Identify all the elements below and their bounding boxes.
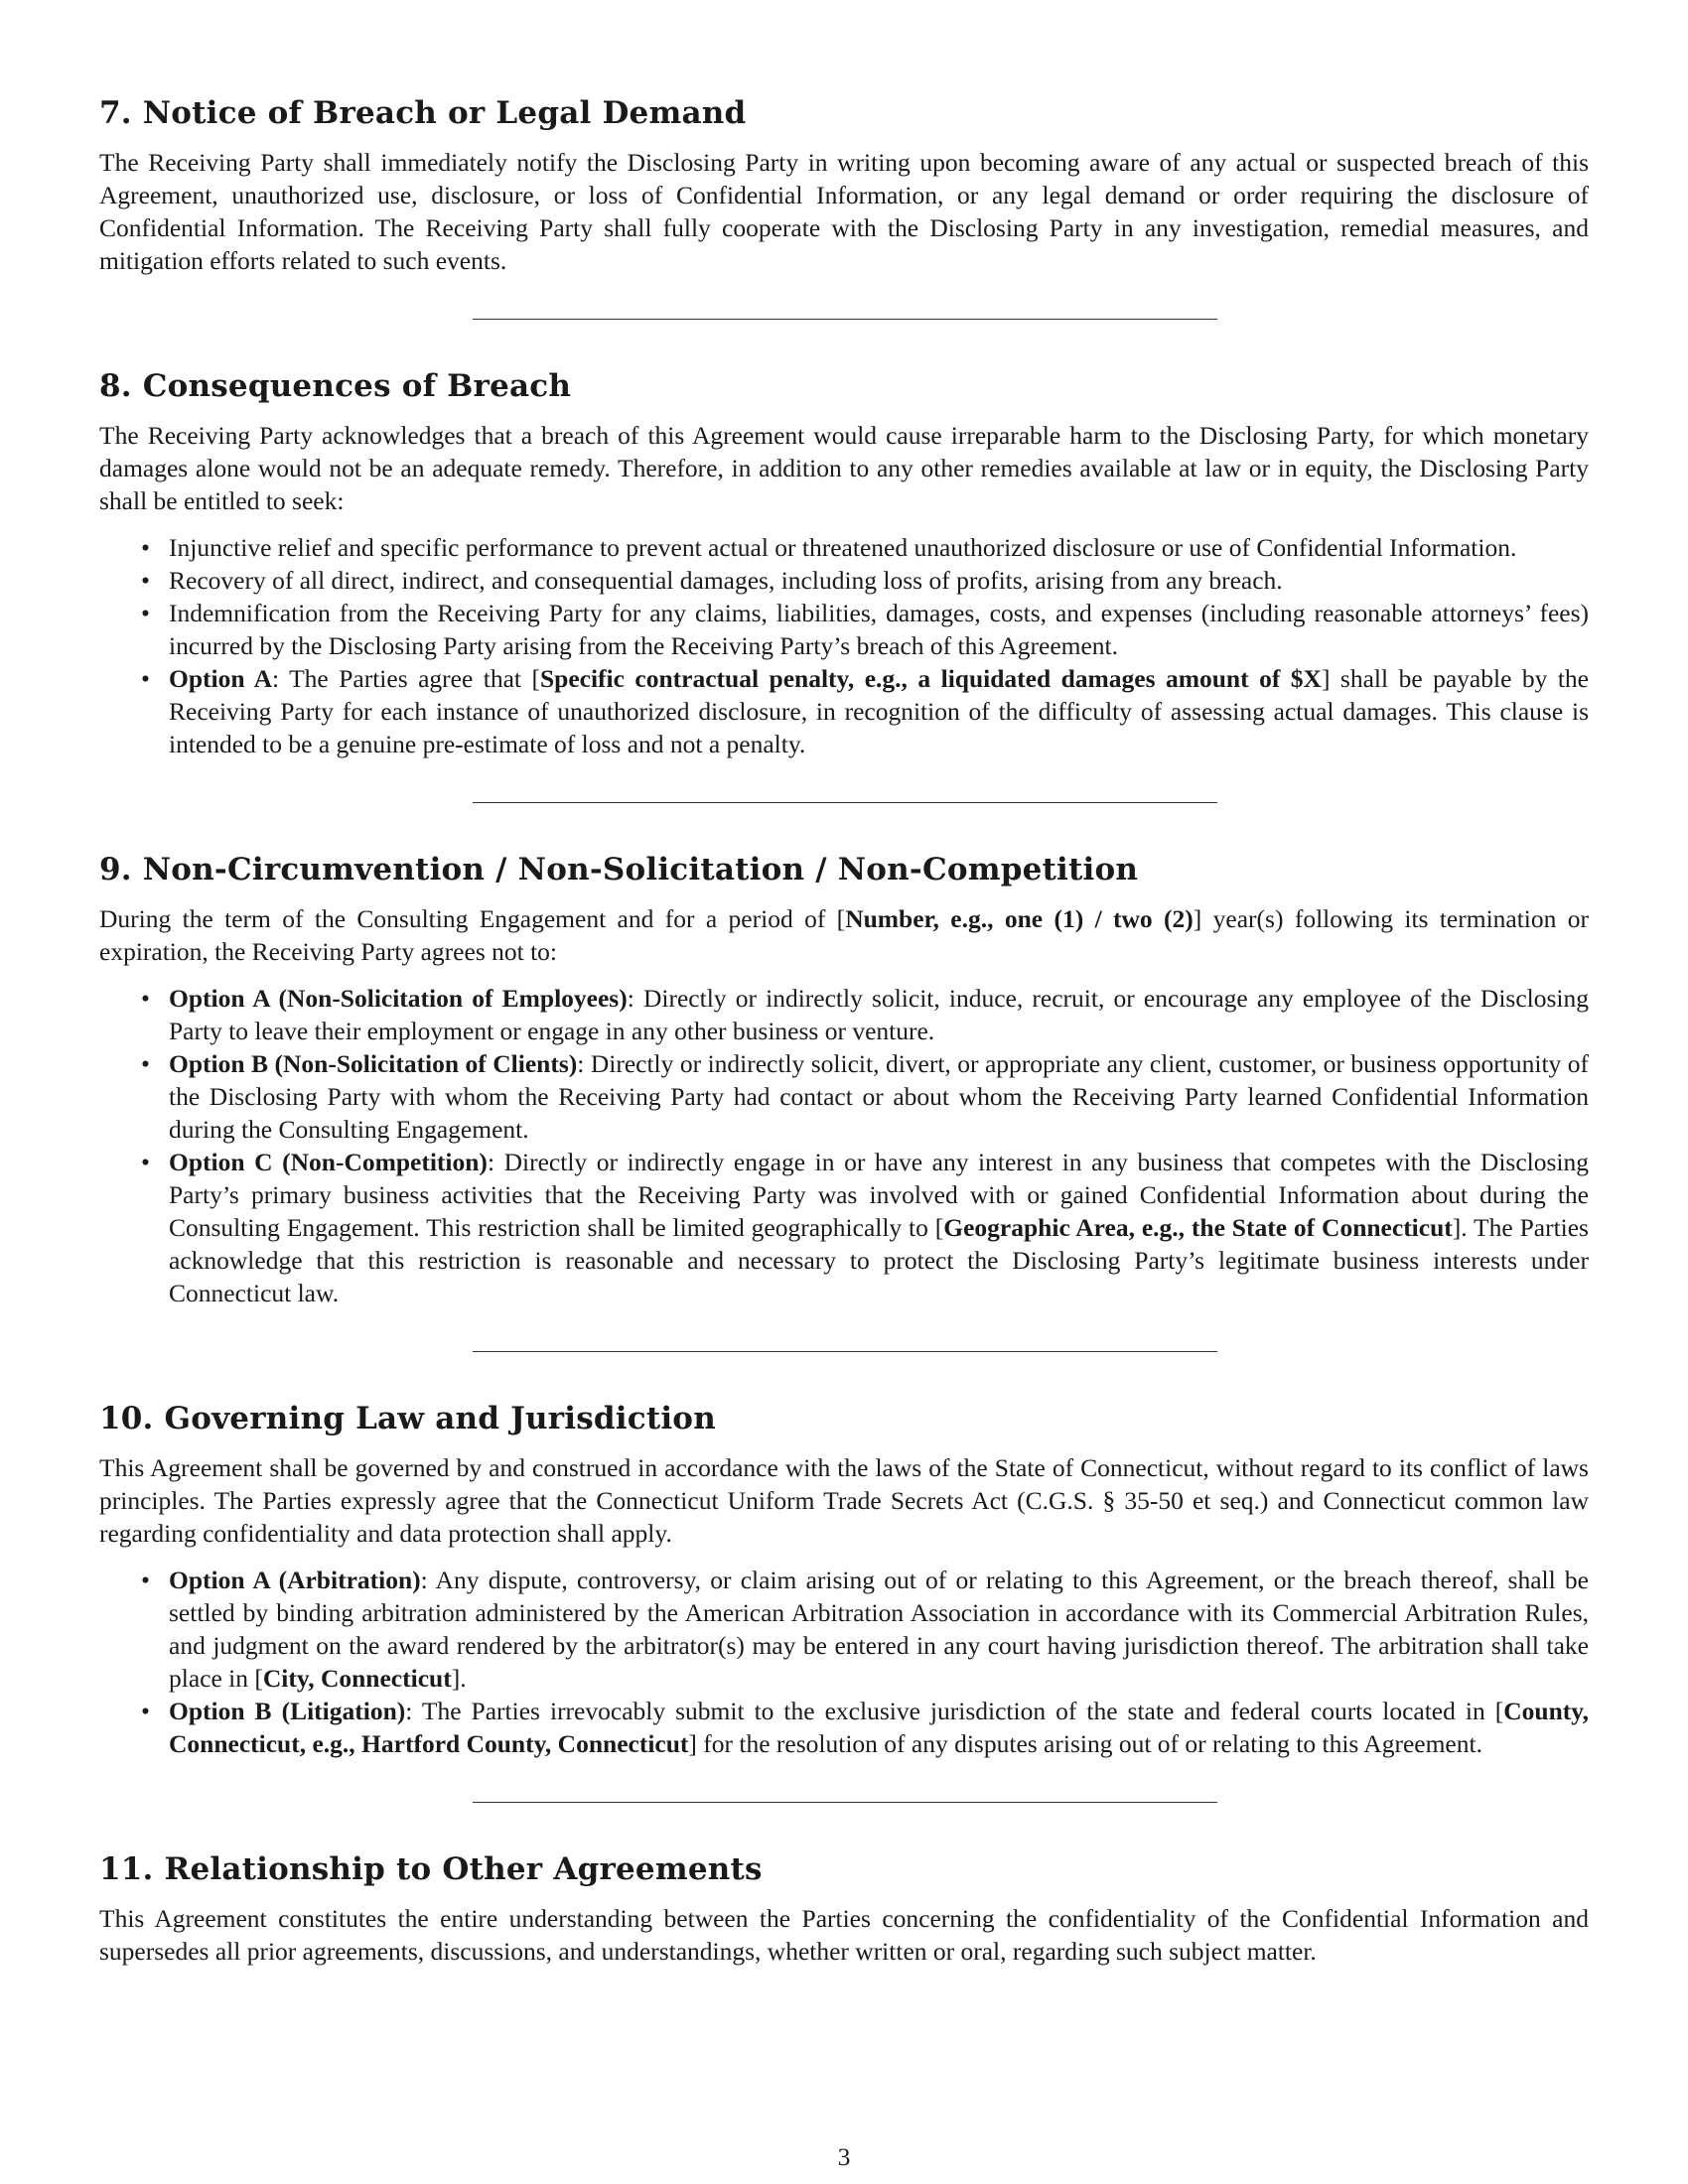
options-list: [99, 982, 1589, 1309]
document-page: [99, 94, 1589, 1981]
option-label: Option B (Non-Solicitation of Clients): [169, 1049, 578, 1078]
remedies-list: [99, 531, 1589, 760]
placeholder-text: County, Connecticut, e.g., Hartford County, Connecticut: [169, 1697, 1589, 1758]
option-label: Option A (Non-Solicitation of Employees): [169, 984, 628, 1013]
option-label: Option A (Arbitration): [169, 1566, 421, 1594]
option-label: Option A: [169, 664, 273, 693]
section-heading: 11. Relationship to Other Agreements: [99, 1851, 763, 1887]
section-8: [99, 367, 1589, 760]
option-label: Option C (Non-Competition): [169, 1148, 488, 1176]
section-paragraph: This Agreement constitutes the entire understanding between the Parties concerning the confidentiality of the Confidential Information and supersedes all prior agreements, discussions, and understandings, whether written or oral, regarding such subject matter.: [99, 1904, 1589, 1966]
section-9: [99, 851, 1589, 1309]
section-heading: 8. Consequences of Breach: [99, 368, 572, 404]
section-11: [99, 1850, 1589, 1968]
option-label: Option B (Litigation): [169, 1697, 406, 1725]
list-item: • Option A (Arbitration): Any dispute, controversy, or claim arising out of or relating to this Agreement, or the breach thereof, shall be settled by binding arbitration administered by the American Arbitration Association in accordance with its Commercial Arbitration Rules, and judgment on the award rendered by the arbitrator(s) may be entered in any court having jurisdiction thereof. The arbitration shall take place in [City, Connecticut].: [169, 1564, 1589, 1695]
section-heading: 9. Non-Circumvention / Non-Solicitation / Non-Competition: [99, 852, 1139, 887]
list-item: • Option A: The Parties agree that [Specific contractual penalty, e.g., a liquidated damages amount of $X] shall be payable by the Receiving Party for each instance of unauthorized disclosure, in recognition of the difficulty of assessing actual damages. This clause is intended to be a genuine pre-estimate of loss and not a penalty.: [169, 662, 1589, 760]
section-divider: [473, 319, 1217, 320]
section-heading: 10. Governing Law and Jurisdiction: [99, 1401, 716, 1436]
list-item: • Option B (Non-Solicitation of Clients): Directly or indirectly solicit, divert, or appropriate any client, customer, or business opportunity of the Disclosing Party with whom the Receiving Party had contact or about whom the Receiving Party learned Confidential Information during the Consulting Engagement.: [169, 1047, 1589, 1146]
section-divider: [473, 1351, 1217, 1352]
page-number: 3: [837, 2142, 851, 2171]
list-item: • Option C (Non-Competition): Directly or indirectly engage in or have any interest in any business that competes with the Disclosing Party’s primary business activities that the Receiving Party was involved with or gained Confidential Information about during the Consulting Engagement. This restriction shall be limited geographically to [Geographic Area, e.g., the State of Connecticut]. The Parties acknowledge that this restriction is reasonable and necessary to protect the Disclosing Party’s legitimate business interests under Connecticut law.: [169, 1146, 1589, 1309]
section-divider: [473, 802, 1217, 803]
section-10: [99, 1400, 1589, 1760]
list-item: • Indemnification from the Receiving Party for any claims, liabilities, damages, costs, and expenses (including reasonable attorneys’ fees) incurred by the Disclosing Party arising from the Receiving Party’s breach of this Agreement.: [169, 597, 1589, 662]
section-heading: 7. Notice of Breach or Legal Demand: [99, 95, 747, 131]
list-item: • Option A (Non-Solicitation of Employees): Directly or indirectly solicit, induce, recruit, or encourage any employee of the Disclosing Party to leave their employment or engage in any other business or venture.: [169, 982, 1589, 1047]
section-paragraph: The Receiving Party shall immediately notify the Disclosing Party in writing upon becoming aware of any actual or suspected breach of this Agreement, unauthorized use, disclosure, or loss of Confidential Information, or any legal demand or order requiring the disclosure of Confidential Information. The Receiving Party shall fully cooperate with the Disclosing Party in any investigation, remedial measures, and mitigation efforts related to such events.: [99, 148, 1589, 275]
placeholder-text: City, Connecticut: [262, 1664, 452, 1693]
section-paragraph: During the term of the Consulting Engagement and for a period of [Number, e.g., one (1) / two (2)] year(s) following its termination or expiration, the Receiving Party agrees not to:: [99, 904, 1590, 966]
section-7: [99, 94, 1589, 277]
placeholder-text: Specific contractual penalty, e.g., a liquidated damages amount of $X: [539, 664, 1322, 693]
list-item: • Injunctive relief and specific performance to prevent actual or threatened unauthorized disclosure or use of Confidential Information.: [169, 531, 1589, 564]
placeholder-text: Number, e.g., one (1) / two (2): [845, 904, 1194, 933]
list-item: • Option B (Litigation): The Parties irrevocably submit to the exclusive jurisdiction of the state and federal courts located in [County, Connecticut, e.g., Hartford County, Connecticut] for the resolution of any disputes arising out of or relating to this Agreement.: [169, 1695, 1589, 1760]
list-item: • Recovery of all direct, indirect, and consequential damages, including loss of profits, arising from any breach.: [169, 564, 1589, 597]
placeholder-text: Geographic Area, e.g., the State of Connecticut: [943, 1213, 1453, 1242]
section-paragraph: The Receiving Party acknowledges that a breach of this Agreement would cause irreparable harm to the Disclosing Party, for which monetary damages alone would not be an adequate remedy. Therefore, in addition to any other remedies available at law or in equity, the Disclosing Party shall be entitled to seek:: [99, 421, 1589, 515]
section-paragraph: This Agreement shall be governed by and construed in accordance with the laws of the State of Connecticut, without regard to its conflict of laws principles. The Parties expressly agree that the Connecticut Uniform Trade Secrets Act (C.G.S. § 35-50 et seq.) and Connecticut common law regarding confidentiality and data protection shall apply.: [99, 1453, 1589, 1548]
options-list: [99, 1564, 1589, 1760]
section-divider: [473, 1802, 1217, 1803]
